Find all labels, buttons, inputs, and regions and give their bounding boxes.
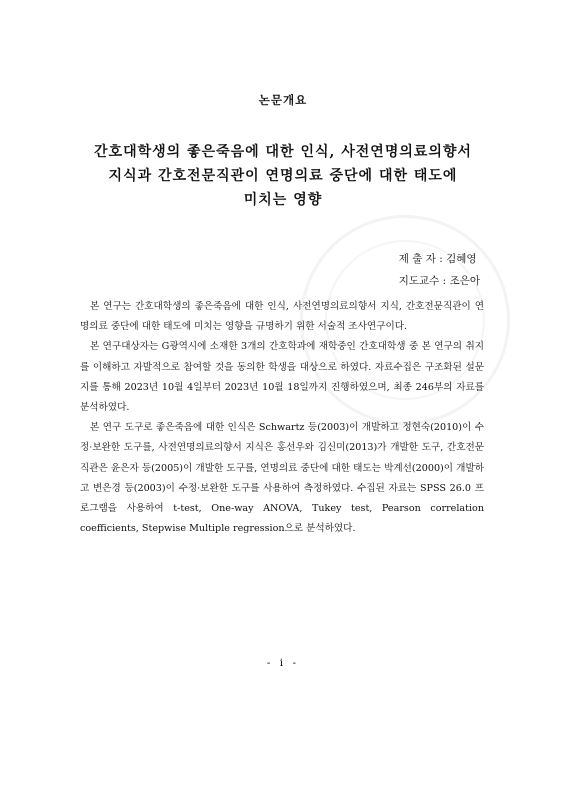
advisor-separator: :	[442, 275, 447, 287]
advisor-label: 지도교수	[398, 275, 440, 287]
title-line-1: 간호대학생의 좋은죽음에 대한 인식, 사전연명의료의향서	[94, 144, 472, 160]
author-separator: :	[439, 253, 443, 265]
thesis-title	[40, 140, 526, 212]
author-name: 김혜영	[446, 253, 477, 265]
author-row	[399, 248, 480, 270]
abstract-paragraph-1: 본 연구는 간호대학생의 좋은죽음에 대한 인식, 사전연명의료의향서 지식, 간호전문직관이 연명의료 중단에 대한 태도에 미치는 영향을 규명하기 위한 서술적 조사연구이다.	[80, 301, 484, 333]
author-label: 제 출 자	[398, 253, 436, 265]
abstract-paragraph-2: 본 연구대상자는 G광역시에 소재한 3개의 간호학과에 재학중인 간호대학생 중 본 연구의 취지를 이해하고 자발적으로 참여할 것을 동의한 학생을 대상으로 하였다. 자료수집은 구조화된 설문지를 통해 2023년 10월 4일부터 2023년 10월 18일까지 진행하였으며, 최종 246부의 자료를 분석하였다.	[80, 341, 484, 414]
author-block	[399, 248, 480, 292]
page-number: - i -	[266, 657, 300, 669]
title-line-2: 지식과 간호전문직관이 연명의료 중단에 대한 태도에	[108, 168, 458, 184]
title-line-3: 미치는 영향	[243, 192, 323, 208]
abstract-paragraph-3: 본 연구 도구로 좋은죽음에 대한 인식은 Schwartz 등(2003)이 개발하고 정현숙(2010)이 수정·보완한 도구를, 사전연명의료의향서 지식은 홍선우와 김신미(2013)가 개발한 도구, 간호전문직관은 윤은자 등(2005)이 개발한 도구를, 연명의료 중단에 대한 태도는 박계선(2000)이 개발하고 변은경 등(2003)이 수정·보완한 도구를 사용하여 측정하였다. 수집된 자료는 SPSS 26.0 프로그램을 사용하여 t-test, One-way ANOVA, Tukey test, Pearson correlation coefficients, Stepwise Multiple regression으로 분석하였다.	[80, 422, 484, 535]
advisor-name: 조은아	[449, 275, 480, 287]
abstract-body	[80, 297, 484, 539]
advisor-row	[399, 270, 480, 292]
section-heading: 논문개요	[258, 93, 308, 107]
